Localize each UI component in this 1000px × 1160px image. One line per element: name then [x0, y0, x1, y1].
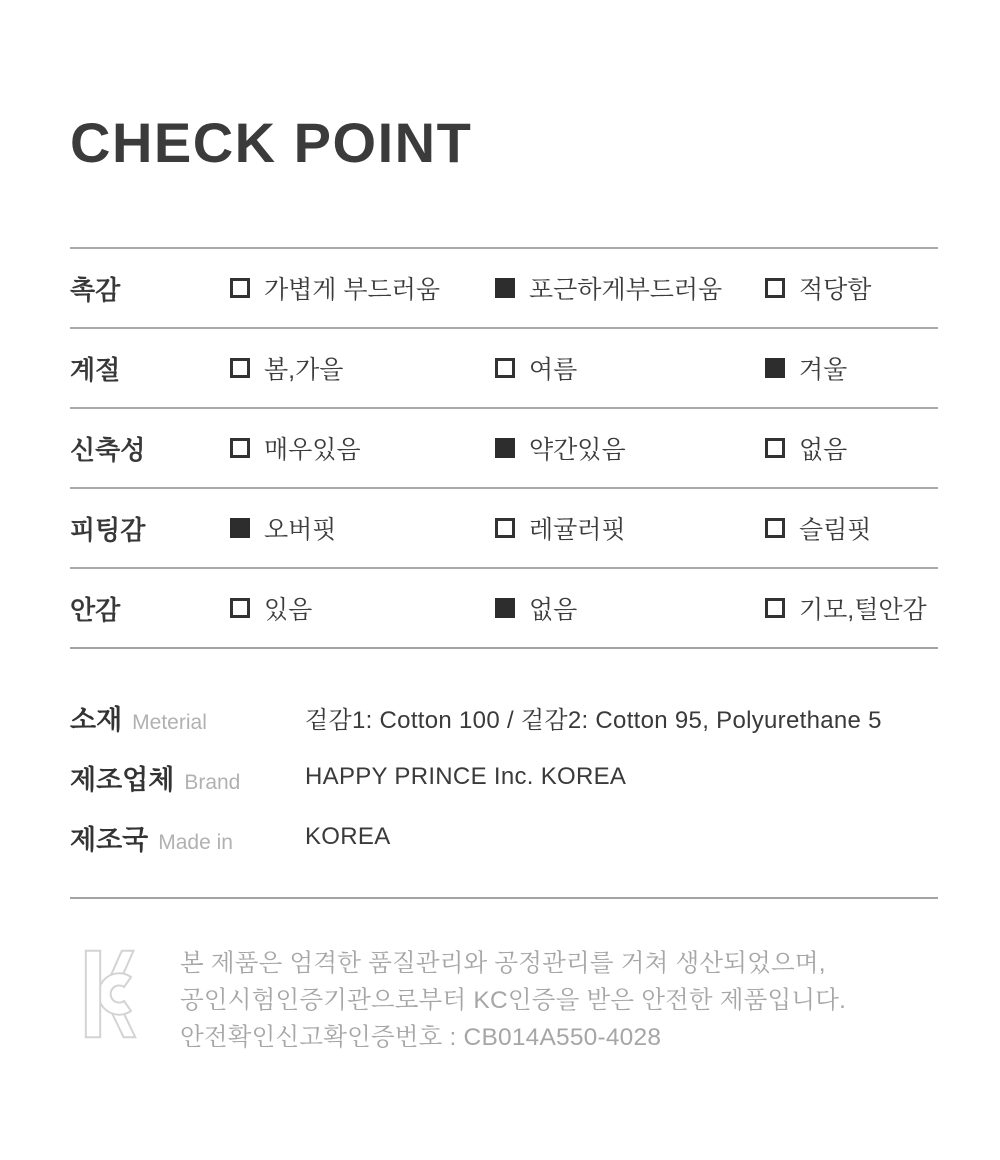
checkbox-icon — [495, 518, 515, 538]
option-item — [765, 270, 938, 306]
option-label: 슬림핏 — [799, 516, 872, 544]
checkbox-icon — [765, 518, 785, 538]
option-item — [765, 350, 938, 386]
option-label: 없음 — [799, 436, 848, 464]
info-row-material — [70, 687, 938, 747]
option-label: 기모,털안감 — [799, 596, 927, 624]
info-label-ko: 제조업체 — [70, 764, 175, 795]
checkbox-icon — [765, 358, 785, 378]
info-value: HAPPY PRINCE Inc. KOREA — [305, 763, 627, 790]
certification-text — [180, 945, 846, 1056]
info-value: 겉감1: Cotton 100 / 겉감2: Cotton 95, Polyurethane 5 — [305, 706, 882, 734]
check-point-table — [70, 247, 938, 649]
checkbox-icon — [230, 518, 250, 538]
checkbox-icon — [765, 278, 785, 298]
checkbox-icon — [230, 438, 250, 458]
table-row-season — [70, 327, 938, 407]
option-label: 있음 — [264, 596, 313, 624]
info-value: KOREA — [305, 823, 391, 850]
option-item — [765, 590, 938, 626]
table-row-elasticity — [70, 407, 938, 487]
checkbox-icon — [765, 598, 785, 618]
checkbox-icon — [230, 598, 250, 618]
option-label: 가볍게 부드러움 — [264, 276, 440, 304]
info-row-brand — [70, 747, 938, 807]
option-item — [765, 430, 938, 466]
table-row-lining — [70, 567, 938, 647]
option-item — [230, 350, 495, 386]
option-item — [230, 510, 495, 546]
info-label — [70, 698, 305, 737]
checkbox-icon — [495, 358, 515, 378]
row-label: 촉감 — [70, 274, 121, 305]
option-label: 봄,가을 — [264, 356, 344, 384]
kc-certification-mark-icon — [82, 949, 140, 1039]
option-item — [230, 430, 495, 466]
option-item — [495, 430, 765, 466]
certification-line: 공인시험인증기관으로부터 KC인증을 받은 안전한 제품입니다. — [180, 987, 847, 1014]
checkbox-icon — [765, 438, 785, 458]
page-title: CHECK POINT — [70, 111, 473, 174]
info-row-made-in — [70, 807, 938, 867]
checkbox-icon — [495, 598, 515, 618]
info-label-en: Made in — [158, 830, 233, 854]
option-label: 포근하게부드러움 — [529, 276, 723, 304]
option-item — [230, 270, 495, 306]
section-divider — [70, 897, 938, 899]
checkbox-icon — [230, 358, 250, 378]
option-item — [495, 350, 765, 386]
certification-line: 본 제품은 엄격한 품질관리와 공정관리를 거쳐 생산되었으며, — [180, 950, 826, 977]
option-label: 매우있음 — [264, 436, 361, 464]
info-label-en: Meterial — [132, 710, 207, 734]
option-label: 적당함 — [799, 276, 872, 304]
row-label: 안감 — [70, 594, 121, 625]
option-label: 없음 — [529, 596, 578, 624]
option-item — [495, 590, 765, 626]
option-item — [230, 590, 495, 626]
option-item — [495, 270, 765, 306]
kc-certification-section — [70, 945, 938, 1056]
row-label: 계절 — [70, 354, 121, 385]
table-row-touch — [70, 247, 938, 327]
product-info-section — [70, 687, 938, 867]
option-label: 오버핏 — [264, 516, 337, 544]
checkbox-icon — [230, 278, 250, 298]
checkbox-icon — [495, 278, 515, 298]
info-label — [70, 758, 305, 797]
table-row-fit — [70, 487, 938, 567]
info-label-ko: 소재 — [70, 704, 123, 735]
checkbox-icon — [495, 438, 515, 458]
certification-line: 안전확인신고확인증번호 : CB014A550-4028 — [180, 1024, 662, 1051]
info-label-ko: 제조국 — [70, 824, 149, 855]
option-label: 여름 — [529, 356, 578, 384]
option-item — [495, 510, 765, 546]
row-label: 피팅감 — [70, 514, 146, 545]
info-label — [70, 818, 305, 857]
option-label: 레귤러핏 — [529, 516, 626, 544]
option-item — [765, 510, 938, 546]
option-label: 약간있음 — [529, 436, 626, 464]
info-label-en: Brand — [184, 770, 241, 794]
option-label: 겨울 — [799, 356, 848, 384]
row-label: 신축성 — [70, 434, 146, 465]
